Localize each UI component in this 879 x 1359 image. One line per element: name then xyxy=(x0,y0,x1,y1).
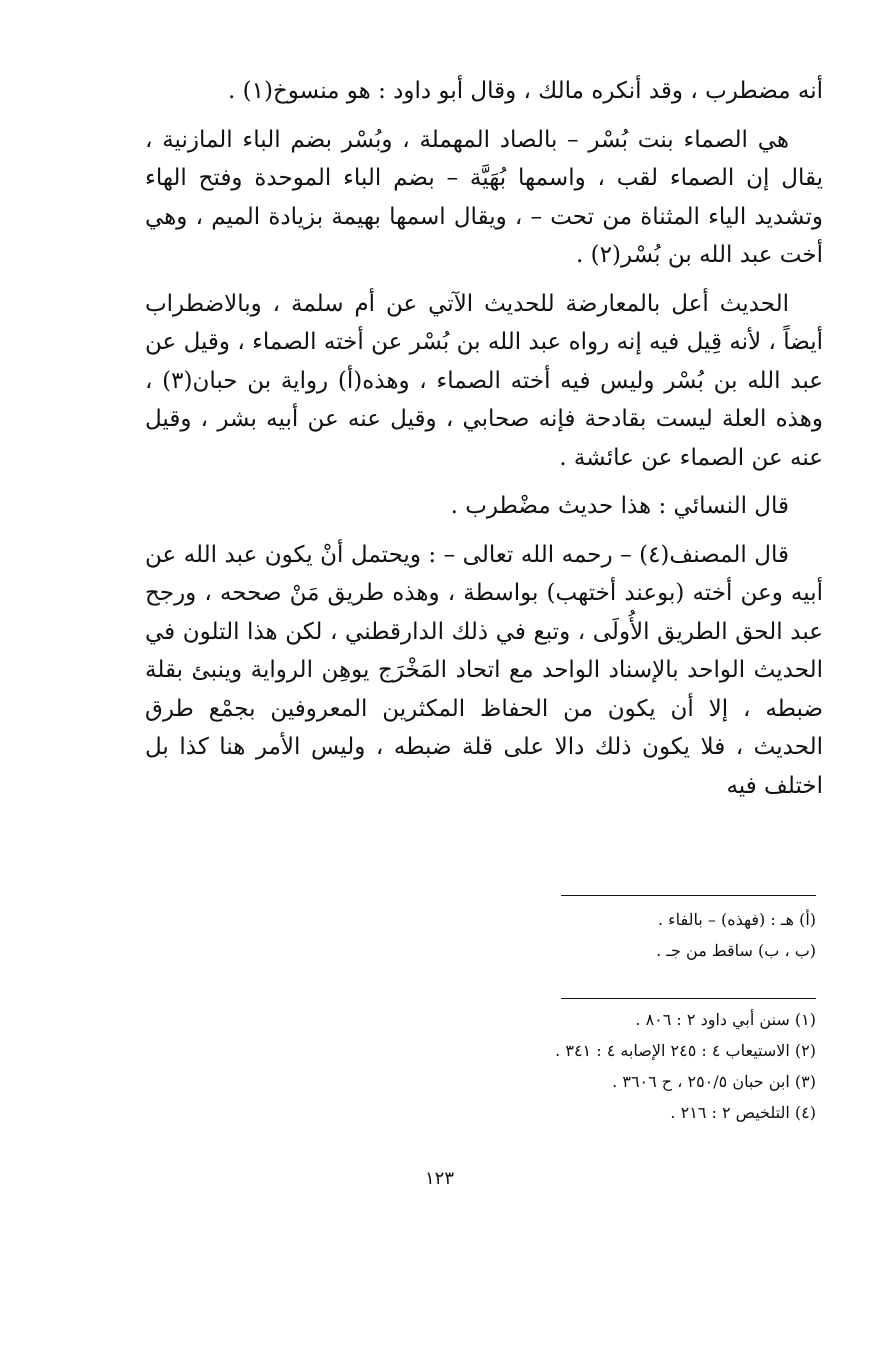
reference-note-2: (٢) الاستيعاب ٤ : ٢٤٥ الإصابه ٤ : ٣٤١ . xyxy=(555,1041,816,1060)
reference-notes xyxy=(176,1004,816,1128)
paragraph-4: قال النسائي : هذا حديث مضْطرب . xyxy=(450,493,789,519)
reference-note-1: (١) سنن أبي داود ٢ : ٨٠٦ . xyxy=(635,1010,816,1029)
footnote-separator xyxy=(561,895,816,896)
variant-note-a: (أ) هـ : (فهذه) – بالفاء . xyxy=(657,910,816,929)
main-text-block xyxy=(145,72,823,805)
page-number: ١٢٣ xyxy=(424,1168,454,1189)
paragraph-1: أنه مضطرب ، وقد أنكره مالك ، وقال أبو داود : هو منسوخ(١) . xyxy=(228,78,823,104)
reference-note-3: (٣) ابن حبان ٢٥٠/٥ ، ح ٣٦٠٦ . xyxy=(612,1072,816,1091)
paragraph-3: الحديث أعل بالمعارضة للحديث الآتي عن أم سلمة ، وبالاضطراب أيضاً ، لأنه قِيل فيه إنه رواه عبد الله بن بُسْر عن أخته الصماء ، وقيل عن عبد الله بن بُسْر وليس فيه أخته الصماء ، وهذه(أ) رواية بن حبان(٣) ، وهذه العلة ليست بقادحة فإنه صحابي ، وقيل عنه عن أبيه بشر ، وقيل عنه عن الصماء عن عائشة . xyxy=(145,290,823,471)
paragraph-2: هي الصماء بنت بُسْر – بالصاد المهملة ، وبُسْر بضم الباء المازنية ، يقال إن الصماء لقب ، واسمها بُهَيَّة – بضم الباء الموحدة وفتح الهاء وتشديد الياء المثناة من تحت – ، ويقال اسمها بهيمة بزيادة الميم ، وهي أخت عبد الله بن بُسْر(٢) . xyxy=(145,126,823,268)
footnote-separator-second xyxy=(561,998,816,999)
variant-notes xyxy=(176,904,816,966)
reference-note-4: (٤) التلخيص ٢ : ٢١٦ . xyxy=(670,1103,816,1122)
variant-note-b: (ب ، ب) ساقط من جـ . xyxy=(656,941,816,960)
paragraph-5: قال المصنف(٤) – رحمه الله تعالى – : ويحتمل أنْ يكون عبد الله عن أبيه وعن أخته (بوعند أختهب) بواسطة ، وهذه طريق مَنْ صححه ، ورجح عبد الحق الطريق الأُولَى ، وتبع في ذلك الدارقطني ، لكن هذا التلون في الحديث الواحد بالإسناد الواحد مع اتحاد المَخْرَج يوهِن الرواية وينبئ بقلة ضبطه ، إلا أن يكون من الحفاظ المكثرين المعروفين بجمْع طرق الحديث ، فلا يكون ذلك دالا على قلة ضبطه ، وليس الأمر هنا كذا بل اختلف فيه xyxy=(145,541,823,799)
